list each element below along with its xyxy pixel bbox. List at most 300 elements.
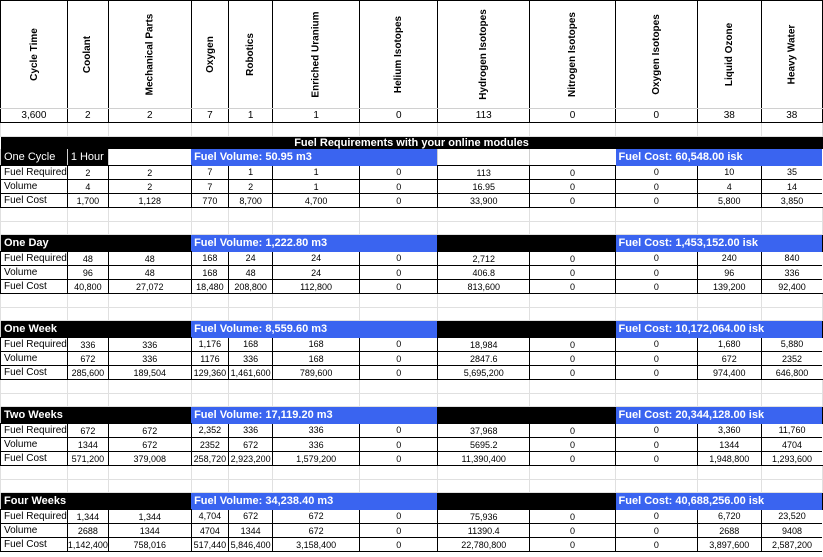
row-label[interactable]: Volume [1, 352, 68, 366]
empty-cell[interactable] [108, 294, 191, 308]
section-sublabel[interactable]: 1 Hour [67, 149, 108, 166]
section-blank-cell[interactable] [530, 407, 616, 424]
value-cell[interactable]: 4,700 [273, 194, 360, 208]
value-cell[interactable]: 24 [273, 266, 360, 280]
value-cell[interactable]: 2352 [761, 352, 822, 366]
value-cell[interactable]: 24 [229, 252, 273, 266]
empty-cell[interactable] [108, 394, 191, 407]
value-cell[interactable]: 336 [229, 352, 273, 366]
empty-cell[interactable] [616, 294, 698, 308]
value-cell[interactable]: 113 [438, 166, 530, 180]
value-cell[interactable]: 0 [530, 266, 616, 280]
value-cell[interactable]: 48 [108, 252, 191, 266]
value-cell[interactable]: 96 [697, 266, 761, 280]
row-label[interactable]: Volume [1, 180, 68, 194]
value-cell[interactable]: 1 [229, 166, 273, 180]
value-cell[interactable]: 3,158,400 [273, 538, 360, 552]
empty-cell[interactable] [360, 480, 438, 493]
empty-cell[interactable] [229, 208, 273, 222]
value-cell[interactable]: 5,846,400 [230, 539, 271, 550]
empty-cell[interactable] [191, 294, 229, 308]
value-cell[interactable]: 11390.4 [438, 524, 530, 538]
empty-cell[interactable] [191, 480, 229, 493]
value-cell[interactable]: 1 [273, 180, 360, 194]
section-blank-cell[interactable] [438, 235, 530, 252]
empty-cell[interactable] [191, 308, 229, 321]
section-sublabel[interactable] [67, 321, 108, 338]
empty-cell[interactable] [616, 123, 698, 137]
empty-cell[interactable] [438, 394, 530, 407]
empty-cell[interactable] [273, 394, 360, 407]
value-cell[interactable]: 0 [530, 538, 616, 552]
value-cell[interactable]: 0 [360, 252, 438, 266]
section-blank-cell[interactable] [438, 149, 530, 166]
empty-cell[interactable] [697, 123, 761, 137]
value-cell[interactable]: 1 [273, 166, 360, 180]
empty-cell[interactable] [67, 466, 108, 480]
fuel-cost-total[interactable]: Fuel Cost: 1,453,152.00 isk [616, 235, 823, 252]
value-cell[interactable]: 336 [273, 438, 360, 452]
column-header-cell[interactable] [438, 1, 530, 109]
value-cell[interactable]: 11,760 [761, 424, 822, 438]
value-cell[interactable]: 0 [530, 180, 616, 194]
value-cell[interactable]: 0 [360, 338, 438, 352]
value-cell[interactable]: 336 [229, 424, 273, 438]
value-cell[interactable]: 7 [191, 180, 229, 194]
value-cell[interactable]: 1,176 [191, 338, 229, 352]
empty-cell[interactable] [697, 294, 761, 308]
empty-cell[interactable] [616, 380, 698, 394]
value-cell[interactable]: 974,400 [697, 366, 761, 380]
empty-cell[interactable] [697, 222, 761, 235]
section-blank-cell[interactable] [530, 149, 616, 166]
empty-cell[interactable] [229, 123, 273, 137]
value-cell[interactable]: 770 [191, 194, 229, 208]
value-cell[interactable]: 672 [273, 510, 360, 524]
total-cell[interactable]: 38 [697, 109, 761, 123]
empty-cell[interactable] [697, 380, 761, 394]
empty-cell[interactable] [360, 294, 438, 308]
value-cell[interactable]: 168 [273, 352, 360, 366]
empty-cell[interactable] [438, 222, 530, 235]
column-header-cell[interactable] [229, 1, 273, 109]
value-cell[interactable]: 336 [108, 338, 191, 352]
total-cell[interactable]: 0 [530, 109, 616, 123]
value-cell[interactable]: 37,968 [438, 424, 530, 438]
value-cell[interactable]: 2 [229, 180, 273, 194]
column-header-cell[interactable] [1, 1, 68, 109]
value-cell[interactable]: 0 [360, 166, 438, 180]
empty-cell[interactable] [273, 222, 360, 235]
value-cell[interactable]: 6,720 [697, 510, 761, 524]
value-cell[interactable]: 1,128 [108, 194, 191, 208]
value-cell[interactable]: 2847.6 [438, 352, 530, 366]
section-label[interactable]: Two Weeks [1, 407, 68, 424]
value-cell[interactable]: 1176 [191, 352, 229, 366]
value-cell[interactable]: 48 [67, 252, 108, 266]
row-label[interactable]: Fuel Required [1, 338, 68, 352]
empty-cell[interactable] [438, 208, 530, 222]
row-label[interactable]: Fuel Cost [1, 194, 68, 208]
empty-cell[interactable] [697, 466, 761, 480]
empty-cell[interactable] [229, 222, 273, 235]
value-cell[interactable]: 0 [360, 352, 438, 366]
empty-cell[interactable] [273, 123, 360, 137]
value-cell[interactable]: 240 [697, 252, 761, 266]
row-label[interactable]: Volume [1, 524, 68, 538]
empty-cell[interactable] [108, 208, 191, 222]
value-cell[interactable]: 2352 [191, 438, 229, 452]
value-cell[interactable]: 96 [67, 266, 108, 280]
value-cell[interactable]: 840 [761, 252, 822, 266]
value-cell[interactable]: 789,600 [273, 366, 360, 380]
empty-cell[interactable] [438, 380, 530, 394]
value-cell[interactable]: 0 [616, 352, 698, 366]
value-cell[interactable]: 48 [108, 266, 191, 280]
empty-cell[interactable] [761, 380, 822, 394]
empty-cell[interactable] [1, 294, 68, 308]
empty-cell[interactable] [530, 123, 616, 137]
value-cell[interactable]: 379,008 [108, 452, 191, 466]
value-cell[interactable]: 0 [616, 452, 698, 466]
value-cell[interactable]: 0 [616, 252, 698, 266]
value-cell[interactable]: 0 [530, 194, 616, 208]
value-cell[interactable]: 2 [108, 180, 191, 194]
value-cell[interactable]: 646,800 [761, 366, 822, 380]
value-cell[interactable]: 9408 [761, 524, 822, 538]
value-cell[interactable]: 0 [616, 266, 698, 280]
total-cell[interactable]: 0 [360, 109, 438, 123]
empty-cell[interactable] [360, 394, 438, 407]
value-cell[interactable]: 1,344 [108, 510, 191, 524]
empty-cell[interactable] [273, 466, 360, 480]
value-cell[interactable]: 672 [67, 424, 108, 438]
value-cell[interactable]: 336 [273, 424, 360, 438]
value-cell[interactable]: 1344 [67, 438, 108, 452]
total-cell[interactable]: 1 [273, 109, 360, 123]
value-cell[interactable]: 0 [530, 338, 616, 352]
value-cell[interactable]: 2 [67, 166, 108, 180]
value-cell[interactable]: 0 [616, 424, 698, 438]
section-blank-cell[interactable] [108, 149, 191, 166]
section-blank-cell[interactable] [108, 407, 191, 424]
value-cell[interactable]: 2,923,200 [230, 453, 271, 464]
value-cell[interactable]: 0 [530, 352, 616, 366]
column-header-cell[interactable] [108, 1, 191, 109]
value-cell[interactable]: 1,293,600 [761, 452, 822, 466]
value-cell[interactable]: 0 [616, 338, 698, 352]
section-blank-cell[interactable] [530, 321, 616, 338]
empty-cell[interactable] [438, 480, 530, 493]
value-cell[interactable]: 208,800 [229, 280, 273, 294]
fuel-volume-total[interactable]: Fuel Volume: 50.95 m3 [191, 149, 438, 166]
empty-cell[interactable] [616, 308, 698, 321]
value-cell[interactable]: 0 [530, 366, 616, 380]
row-label[interactable]: Fuel Cost [1, 538, 68, 552]
value-cell[interactable]: 1344 [108, 524, 191, 538]
value-cell[interactable]: 336 [761, 266, 822, 280]
fuel-cost-total[interactable]: Fuel Cost: 40,688,256.00 isk [616, 493, 823, 510]
empty-cell[interactable] [1, 466, 68, 480]
empty-cell[interactable] [229, 394, 273, 407]
value-cell[interactable]: 75,936 [438, 510, 530, 524]
value-cell[interactable]: 1,680 [697, 338, 761, 352]
value-cell[interactable]: 0 [360, 366, 438, 380]
empty-cell[interactable] [229, 308, 273, 321]
empty-cell[interactable] [360, 123, 438, 137]
value-cell[interactable]: 7 [191, 166, 229, 180]
value-cell[interactable]: 24 [273, 252, 360, 266]
value-cell[interactable]: 0 [360, 538, 438, 552]
empty-cell[interactable] [229, 294, 273, 308]
value-cell[interactable]: 18,480 [191, 280, 229, 294]
value-cell[interactable]: 813,600 [438, 280, 530, 294]
value-cell[interactable]: 40,800 [67, 280, 108, 294]
value-cell[interactable]: 0 [616, 166, 698, 180]
value-cell[interactable]: 672 [229, 510, 273, 524]
total-cell[interactable]: 0 [616, 109, 698, 123]
empty-cell[interactable] [191, 222, 229, 235]
value-cell[interactable]: 517,440 [191, 538, 229, 552]
value-cell[interactable]: 0 [360, 438, 438, 452]
value-cell[interactable]: 48 [229, 266, 273, 280]
value-cell[interactable]: 0 [530, 424, 616, 438]
column-header-cell[interactable] [761, 1, 822, 109]
value-cell[interactable]: 4704 [191, 524, 229, 538]
value-cell[interactable]: 4 [697, 180, 761, 194]
value-cell[interactable]: 758,016 [108, 538, 191, 552]
empty-cell[interactable] [616, 222, 698, 235]
section-blank-cell[interactable] [530, 493, 616, 510]
value-cell[interactable]: 5695.2 [438, 438, 530, 452]
value-cell[interactable]: 18,984 [438, 338, 530, 352]
empty-cell[interactable] [616, 208, 698, 222]
value-cell[interactable]: 0 [530, 438, 616, 452]
value-cell[interactable]: 2,587,200 [761, 538, 822, 552]
value-cell[interactable]: 33,900 [438, 194, 530, 208]
value-cell[interactable]: 571,200 [67, 452, 108, 466]
fuel-volume-total[interactable]: Fuel Volume: 1,222.80 m3 [191, 235, 438, 252]
empty-cell[interactable] [360, 208, 438, 222]
empty-cell[interactable] [67, 222, 108, 235]
empty-cell[interactable] [67, 208, 108, 222]
section-blank-cell[interactable] [438, 407, 530, 424]
value-cell[interactable]: 0 [616, 510, 698, 524]
value-cell[interactable]: 1344 [229, 524, 273, 538]
section-blank-cell[interactable] [438, 321, 530, 338]
value-cell[interactable]: 0 [616, 366, 698, 380]
section-label[interactable]: One Week [1, 321, 68, 338]
section-label[interactable]: One Day [1, 235, 68, 252]
value-cell[interactable]: 0 [530, 452, 616, 466]
empty-cell[interactable] [530, 222, 616, 235]
value-cell[interactable]: 0 [360, 266, 438, 280]
empty-cell[interactable] [360, 466, 438, 480]
empty-cell[interactable] [273, 480, 360, 493]
value-cell[interactable]: 23,520 [761, 510, 822, 524]
value-cell[interactable]: 406.8 [438, 266, 530, 280]
value-cell[interactable]: 1,700 [67, 194, 108, 208]
value-cell[interactable]: 0 [616, 524, 698, 538]
empty-cell[interactable] [1, 308, 68, 321]
empty-cell[interactable] [697, 394, 761, 407]
empty-cell[interactable] [761, 394, 822, 407]
value-cell[interactable]: 22,780,800 [438, 538, 530, 552]
section-blank-cell[interactable] [108, 493, 191, 510]
value-cell[interactable]: 0 [530, 524, 616, 538]
value-cell[interactable]: 5,695,200 [438, 366, 530, 380]
row-label[interactable]: Volume [1, 438, 68, 452]
empty-cell[interactable] [761, 123, 822, 137]
empty-cell[interactable] [530, 208, 616, 222]
empty-cell[interactable] [1, 222, 68, 235]
empty-cell[interactable] [67, 308, 108, 321]
value-cell[interactable]: 10 [697, 166, 761, 180]
column-header-cell[interactable] [697, 1, 761, 109]
value-cell[interactable]: 35 [761, 166, 822, 180]
row-label[interactable]: Fuel Required [1, 166, 68, 180]
empty-cell[interactable] [1, 380, 68, 394]
section-sublabel[interactable] [67, 407, 108, 424]
value-cell[interactable]: 189,504 [108, 366, 191, 380]
empty-cell[interactable] [191, 466, 229, 480]
value-cell[interactable]: 4,704 [191, 510, 229, 524]
value-cell[interactable]: 92,400 [761, 280, 822, 294]
empty-cell[interactable] [191, 123, 229, 137]
value-cell[interactable]: 14 [761, 180, 822, 194]
empty-cell[interactable] [530, 466, 616, 480]
column-header-cell[interactable] [273, 1, 360, 109]
total-cell[interactable]: 38 [761, 109, 822, 123]
row-label[interactable]: Fuel Cost [1, 452, 68, 466]
empty-cell[interactable] [697, 480, 761, 493]
empty-cell[interactable] [1, 123, 68, 137]
value-cell[interactable]: 0 [360, 524, 438, 538]
value-cell[interactable]: 0 [360, 510, 438, 524]
row-label[interactable]: Fuel Required [1, 510, 68, 524]
empty-cell[interactable] [191, 380, 229, 394]
fuel-volume-total[interactable]: Fuel Volume: 34,238.40 m3 [191, 493, 438, 510]
value-cell[interactable]: 0 [616, 280, 698, 294]
value-cell[interactable]: 0 [616, 180, 698, 194]
section-label[interactable]: One Cycle [1, 149, 68, 166]
value-cell[interactable]: 0 [530, 166, 616, 180]
empty-cell[interactable] [697, 208, 761, 222]
value-cell[interactable]: 672 [108, 424, 191, 438]
empty-cell[interactable] [1, 394, 68, 407]
value-cell[interactable]: 8,700 [229, 194, 273, 208]
empty-cell[interactable] [530, 394, 616, 407]
value-cell[interactable]: 2,712 [438, 252, 530, 266]
empty-cell[interactable] [360, 308, 438, 321]
value-cell[interactable]: 0 [530, 252, 616, 266]
value-cell[interactable]: 0 [616, 194, 698, 208]
value-cell[interactable]: 27,072 [108, 280, 191, 294]
empty-cell[interactable] [761, 294, 822, 308]
section-sublabel[interactable] [67, 235, 108, 252]
empty-cell[interactable] [438, 308, 530, 321]
section-sublabel[interactable] [67, 493, 108, 510]
column-header-cell[interactable] [191, 1, 229, 109]
empty-cell[interactable] [67, 294, 108, 308]
empty-cell[interactable] [273, 294, 360, 308]
fuel-cost-total[interactable]: Fuel Cost: 60,548.00 isk [616, 149, 823, 166]
empty-cell[interactable] [697, 308, 761, 321]
empty-cell[interactable] [360, 222, 438, 235]
value-cell[interactable]: 0 [616, 538, 698, 552]
empty-cell[interactable] [530, 480, 616, 493]
empty-cell[interactable] [616, 466, 698, 480]
value-cell[interactable]: 0 [530, 510, 616, 524]
total-cell[interactable]: 7 [191, 109, 229, 123]
value-cell[interactable]: 3,897,600 [697, 538, 761, 552]
empty-cell[interactable] [438, 466, 530, 480]
empty-cell[interactable] [530, 380, 616, 394]
value-cell[interactable]: 5,880 [761, 338, 822, 352]
empty-cell[interactable] [229, 480, 273, 493]
empty-cell[interactable] [108, 480, 191, 493]
fuel-volume-total[interactable]: Fuel Volume: 17,119.20 m3 [191, 407, 438, 424]
value-cell[interactable]: 0 [360, 280, 438, 294]
value-cell[interactable]: 11,390,400 [438, 452, 530, 466]
empty-cell[interactable] [67, 394, 108, 407]
empty-cell[interactable] [67, 123, 108, 137]
empty-cell[interactable] [191, 394, 229, 407]
value-cell[interactable]: 1,948,800 [697, 452, 761, 466]
value-cell[interactable]: 3,850 [761, 194, 822, 208]
section-blank-cell[interactable] [530, 235, 616, 252]
value-cell[interactable]: 672 [229, 438, 273, 452]
empty-cell[interactable] [229, 466, 273, 480]
value-cell[interactable]: 0 [616, 438, 698, 452]
value-cell[interactable]: 1,142,400 [67, 539, 108, 550]
empty-cell[interactable] [360, 380, 438, 394]
value-cell[interactable]: 2688 [67, 524, 108, 538]
empty-cell[interactable] [1, 208, 68, 222]
column-header-cell[interactable] [530, 1, 616, 109]
value-cell[interactable]: 168 [191, 252, 229, 266]
value-cell[interactable]: 1344 [697, 438, 761, 452]
empty-cell[interactable] [108, 123, 191, 137]
value-cell[interactable]: 2688 [697, 524, 761, 538]
value-cell[interactable]: 672 [697, 352, 761, 366]
value-cell[interactable]: 16.95 [438, 180, 530, 194]
empty-cell[interactable] [273, 208, 360, 222]
value-cell[interactable]: 3,360 [697, 424, 761, 438]
empty-cell[interactable] [229, 380, 273, 394]
empty-cell[interactable] [438, 294, 530, 308]
empty-cell[interactable] [530, 294, 616, 308]
total-cell[interactable]: 2 [108, 109, 191, 123]
empty-cell[interactable] [108, 222, 191, 235]
empty-cell[interactable] [616, 394, 698, 407]
empty-cell[interactable] [1, 480, 68, 493]
section-blank-cell[interactable] [108, 235, 191, 252]
total-cell[interactable]: 113 [438, 109, 530, 123]
empty-cell[interactable] [67, 380, 108, 394]
row-label[interactable]: Fuel Cost [1, 280, 68, 294]
value-cell[interactable]: 672 [67, 352, 108, 366]
empty-cell[interactable] [191, 208, 229, 222]
value-cell[interactable]: 4 [67, 180, 108, 194]
empty-cell[interactable] [108, 308, 191, 321]
value-cell[interactable]: 168 [273, 338, 360, 352]
section-label[interactable]: Four Weeks [1, 493, 68, 510]
empty-cell[interactable] [761, 208, 822, 222]
column-header-cell[interactable] [67, 1, 108, 109]
fuel-volume-total[interactable]: Fuel Volume: 8,559.60 m3 [191, 321, 438, 338]
value-cell[interactable]: 0 [360, 424, 438, 438]
